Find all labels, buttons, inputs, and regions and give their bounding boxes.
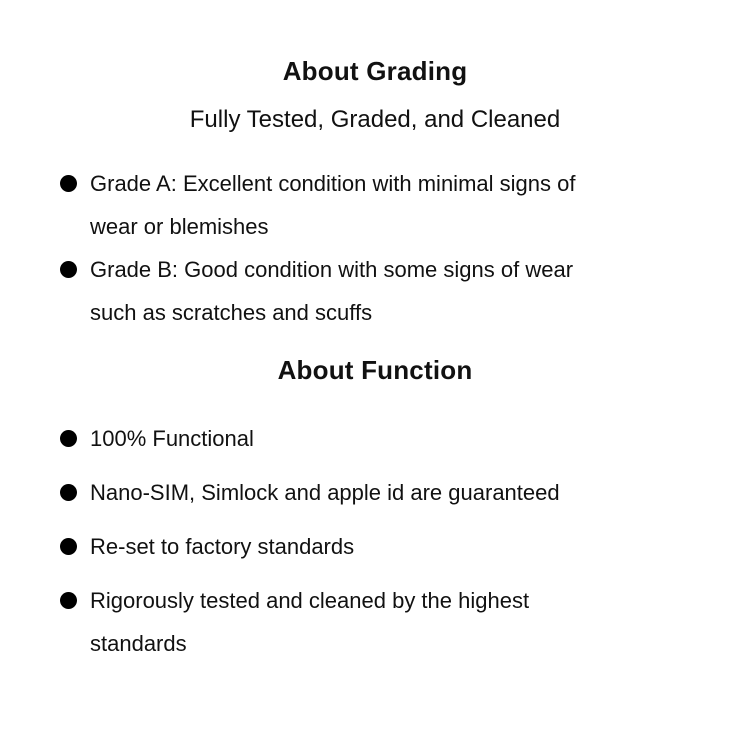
item-line: wear or blemishes [90,214,269,239]
item-line: 100% Functional [90,426,254,451]
function-list [0,417,750,665]
item-line: Nano-SIM, Simlock and apple id are guaranteed [90,480,560,505]
item-line: Grade A: Excellent condition with minimal signs of [90,171,576,196]
list-item-text [90,248,573,334]
item-line: such as scratches and scuffs [90,300,373,325]
bullet-icon [60,175,77,192]
item-line: standards [90,631,187,656]
bullet-icon [60,538,77,555]
list-item-tested-cleaned [60,579,750,665]
list-item-factory-reset [60,525,750,568]
list-item-text [90,525,354,568]
item-line: Rigorously tested and cleaned by the highest [90,588,530,613]
bullet-icon [60,430,77,447]
list-item-text [90,471,560,514]
list-item-text [90,579,529,665]
item-line: Re-set to factory standards [90,534,355,559]
list-item-text [90,162,575,248]
bullet-icon [60,592,77,609]
list-item-sim-guarantee [60,471,750,514]
list-item-grade-a [60,162,750,248]
bullet-icon [60,261,77,278]
item-line: Grade B: Good condition with some signs of wear [90,257,574,282]
grading-subtitle: Fully Tested, Graded, and Cleaned [189,106,561,133]
function-section-title: About Function [277,355,473,385]
list-item-text [90,417,254,460]
grading-list [0,162,750,334]
list-item-functional [60,417,750,460]
grading-section-title: About Grading [282,56,468,86]
list-item-grade-b [60,248,750,334]
bullet-icon [60,484,77,501]
